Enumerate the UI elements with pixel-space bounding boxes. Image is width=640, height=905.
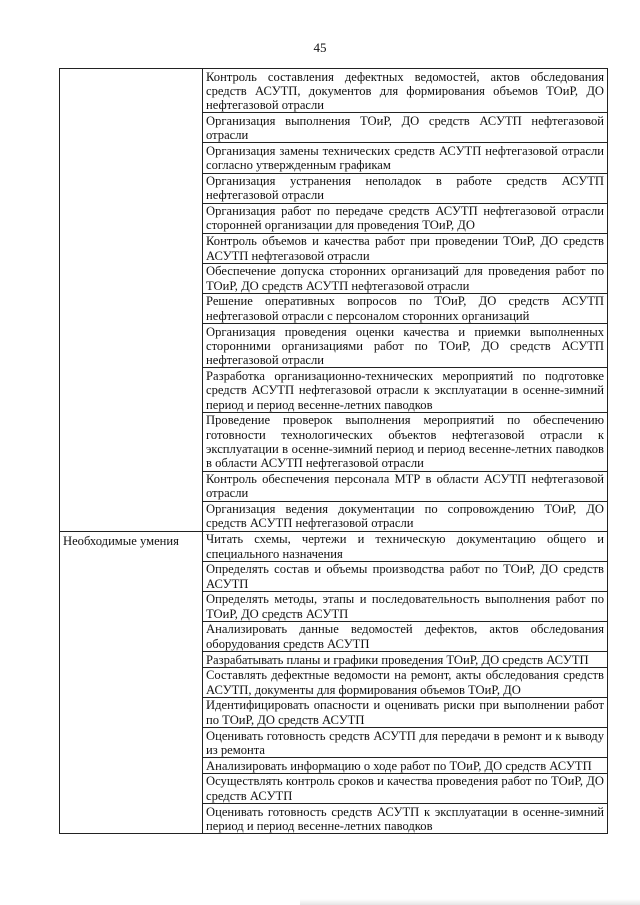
table-row	[60, 69, 608, 113]
page-number: 45	[313, 40, 327, 55]
table-cell-item: Контроль составления дефектных ведомостей, актов обследования средств АСУТП, документов для формирования объемов ТОиР, ДО нефтегазовой отрасли	[203, 69, 608, 113]
table-cell-item: Анализировать данные ведомостей дефектов, актов обследования оборудования средств АСУТП	[203, 621, 608, 651]
table-cell-item: Читать схемы, чертежи и техническую документацию общего и специального назначения	[203, 531, 608, 561]
table-cell-item: Оценивать готовность средств АСУТП для передачи в ремонт и к выводу из ремонта	[203, 728, 608, 758]
table-cell-item: Идентифицировать опасности и оценивать риски при выполнении работ по ТОиР, ДО средств АСУТП	[203, 697, 608, 727]
table-cell-item: Оценивать готовность средств АСУТП к эксплуатации в осенне-зимний период и период весенне-летних паводков	[203, 804, 608, 834]
table-cell-item: Разрабатывать планы и графики проведения ТОиР, ДО средств АСУТП	[203, 652, 608, 668]
table-cell-item: Организация проведения оценки качества и приемки выполненных сторонними организациями работ по ТОиР, ДО средств АСУТП нефтегазовой отрасли	[203, 324, 608, 368]
table-cell-item: Проведение проверок выполнения мероприятий по обеспечению готовности технологических объектов нефтегазовой отрасли к эксплуатации в осенне-зимний период и период весенне-летних паводков в области АСУТП нефтегазовой отрасли	[203, 412, 608, 471]
scan-edge-shadow	[300, 899, 640, 905]
table-cell-item: Обеспечение допуска сторонних организаций для проведения работ по ТОиР, ДО средств АСУТП нефтегазовой отрасли	[203, 263, 608, 293]
table-cell-item: Решение оперативных вопросов по ТОиР, ДО средств АСУТП нефтегазовой отрасли с персоналом сторонних организаций	[203, 293, 608, 323]
table-cell-item: Определять состав и объемы производства работ по ТОиР, ДО средств АСУТП	[203, 561, 608, 591]
table-cell-item: Организация замены технических средств АСУТП нефтегазовой отрасли согласно утвержденным графикам	[203, 143, 608, 173]
table-cell-item: Разработка организационно-технических мероприятий по подготовке средств АСУТП нефтегазовой отрасли к эксплуатации в осенне-зимний период и период весенне-летних паводков	[203, 368, 608, 412]
table-cell-item: Составлять дефектные ведомости на ремонт, акты обследования средств АСУТП, документы для формирования объемов ТОиР, ДО	[203, 667, 608, 697]
section-label	[60, 69, 203, 532]
section-label: Необходимые умения	[60, 531, 203, 833]
table-row	[60, 531, 608, 561]
table-cell-item: Контроль обеспечения персонала МТР в области АСУТП нефтегазовой отрасли	[203, 471, 608, 501]
table-cell-item: Контроль объемов и качества работ при проведении ТОиР, ДО средств АСУТП нефтегазовой отрасли	[203, 233, 608, 263]
table-cell-item: Организация устранения неполадок в работе средств АСУТП нефтегазовой отрасли	[203, 173, 608, 203]
table-body	[60, 69, 608, 834]
table-cell-item: Осуществлять контроль сроков и качества проведения работ по ТОиР, ДО средств АСУТП	[203, 773, 608, 803]
functions-table	[59, 68, 608, 834]
table-cell-item: Анализировать информацию о ходе работ по ТОиР, ДО средств АСУТП	[203, 758, 608, 774]
table-cell-item: Организация выполнения ТОиР, ДО средств АСУТП нефтегазовой отрасли	[203, 113, 608, 143]
table-cell-item: Определять методы, этапы и последовательность выполнения работ по ТОиР, ДО средств АСУТП	[203, 591, 608, 621]
table-cell-item: Организация ведения документации по сопровождению ТОиР, ДО средств АСУТП нефтегазовой отрасли	[203, 501, 608, 531]
table-cell-item: Организация работ по передаче средств АСУТП нефтегазовой отрасли сторонней организации для проведения ТОиР, ДО	[203, 203, 608, 233]
